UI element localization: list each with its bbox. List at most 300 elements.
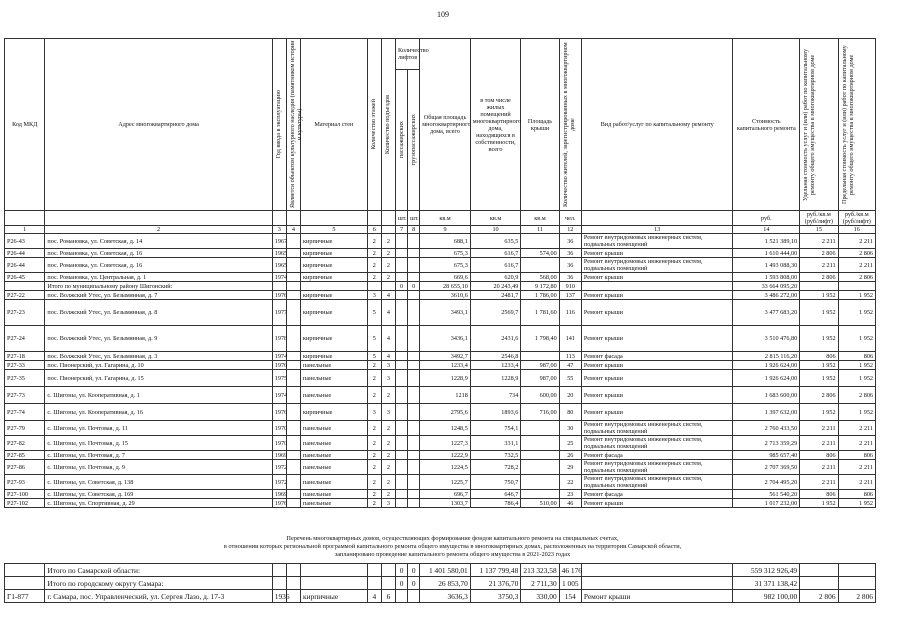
table-cell	[408, 326, 420, 352]
table-cell: 141	[559, 326, 581, 352]
cell-code: Р27-100	[5, 490, 45, 499]
table-row	[5, 451, 876, 460]
cell-code: Р27-102	[5, 499, 45, 508]
unit-people: чел.	[559, 211, 581, 226]
table-cell: 2 806	[800, 590, 838, 603]
table-cell: Ремонт крыши	[581, 326, 733, 352]
table-cell	[581, 282, 733, 291]
table-cell: 1218	[420, 387, 471, 404]
cell-code: Р26-43	[5, 234, 45, 249]
table-cell: 2	[381, 421, 395, 436]
table-cell: 2	[367, 258, 381, 273]
cell-code: Р26-44	[5, 258, 45, 273]
table-cell: 3493,1	[420, 300, 471, 326]
table-cell: кирпичные	[301, 352, 368, 361]
caption-line-1: Перечень многоквартирных домов, осуществляющих формирование фондов капитального ремонта на специальных счетах,	[286, 535, 619, 542]
table-cell	[521, 460, 559, 475]
column-number: 8	[408, 226, 420, 234]
table-cell: 1976	[272, 361, 286, 370]
table-cell: панельные	[301, 370, 368, 387]
table-cell: 1 593 808,00	[733, 273, 800, 282]
column-number: 7	[396, 226, 408, 234]
table-cell: 1 952	[838, 291, 875, 300]
header-year: Год ввода в эксплуатацию	[274, 90, 282, 159]
table-cell: 2	[367, 361, 381, 370]
table-cell: кирпичные	[301, 300, 368, 326]
table-cell	[286, 421, 300, 436]
table-cell: панельные	[301, 499, 368, 508]
table-cell: 2 211	[800, 475, 838, 490]
table-cell: 982 100,00	[733, 590, 800, 603]
table-cell: 80	[559, 404, 581, 421]
cell-code: Р27-86	[5, 460, 45, 475]
table-cell: 1974	[272, 352, 286, 361]
table-row	[5, 577, 876, 590]
table-cell: 28 655,10	[420, 282, 471, 291]
table-cell: 1227,3	[420, 436, 471, 451]
table-cell: кирпичные	[301, 234, 368, 249]
cell-code	[5, 282, 45, 291]
table-cell: панельные	[301, 460, 368, 475]
table-row	[5, 404, 876, 421]
table-cell: 806	[838, 451, 875, 460]
table-cell: 4	[381, 326, 395, 352]
table-cell: 786,4	[470, 499, 521, 508]
table-cell: 2	[367, 421, 381, 436]
table-cell: панельные	[301, 421, 368, 436]
table-cell: Ремонт внутридомовых инженерных систем, подвальных помещений	[581, 234, 733, 249]
table-row	[5, 273, 876, 282]
table-cell: 0	[396, 577, 408, 590]
table-row	[5, 490, 876, 499]
table-cell: 0	[396, 282, 408, 291]
table-cell: панельные	[301, 475, 368, 490]
table-cell	[396, 499, 408, 508]
table-cell: 116	[559, 300, 581, 326]
table-cell: 2	[381, 451, 395, 460]
cell-address: пос. Волжский Утес, ул. Безымянная, д. 7	[45, 291, 272, 300]
table-cell: 987,00	[521, 370, 559, 387]
table-cell: Ремонт фасада	[581, 451, 733, 460]
table-cell: 4	[381, 352, 395, 361]
table-cell: 688,1	[420, 234, 471, 249]
page-number: 109	[437, 10, 449, 19]
table-cell: 1225,7	[420, 475, 471, 490]
header-area-total: Общая площадь многоквартирного дома, всего	[420, 39, 471, 211]
table-cell: 1228,9	[420, 370, 471, 387]
table-cell: 1970	[272, 421, 286, 436]
table-cell	[272, 282, 286, 291]
table-cell: 154	[559, 590, 581, 603]
table-cell	[396, 451, 408, 460]
table-cell	[408, 451, 420, 460]
table-cell: 2	[367, 273, 381, 282]
table-cell: 2	[381, 258, 395, 273]
table-cell: Ремонт фасада	[581, 352, 733, 361]
table-cell: Ремонт крыши	[581, 499, 733, 508]
table-cell	[800, 564, 838, 577]
table-cell: 2 760 433,50	[733, 421, 800, 436]
table-cell: 3436,1	[420, 326, 471, 352]
table-cell: 2795,6	[420, 404, 471, 421]
table-cell: 2	[381, 387, 395, 404]
unit-sqm: кв.м	[470, 211, 521, 226]
table-cell: 1 952	[800, 326, 838, 352]
table-cell: 29	[559, 460, 581, 475]
column-number: 10	[470, 226, 521, 234]
cell-code: Р27-18	[5, 352, 45, 361]
table-cell: 55	[559, 370, 581, 387]
table-cell	[396, 490, 408, 499]
table-cell	[367, 564, 381, 577]
table-cell: 1 952	[800, 291, 838, 300]
table-cell: 1233,4	[470, 361, 521, 370]
table-cell: 1 952	[800, 300, 838, 326]
table-cell: 669,6	[420, 273, 471, 282]
table-cell: 696,7	[420, 490, 471, 499]
cell-address: Итого по муниципальному району Шигонский:	[45, 282, 272, 291]
table-cell: 2569,7	[470, 300, 521, 326]
table-cell: 9 172,80	[521, 282, 559, 291]
table-cell: Ремонт крыши	[581, 273, 733, 282]
cell-code: Р27-33	[5, 361, 45, 370]
table-cell: 1233,4	[420, 361, 471, 370]
table-cell	[408, 421, 420, 436]
cell-address: Итого по Самарской области:	[45, 564, 272, 577]
header-elevators: Количество лифтов	[396, 39, 420, 70]
table-cell: 806	[800, 352, 838, 361]
table-cell	[286, 460, 300, 475]
cell-address: с. Шигоны, ул. Советская, д. 169	[45, 490, 272, 499]
header-floors: Количество этажей	[369, 99, 377, 150]
table-cell: 36	[559, 258, 581, 273]
cell-code	[5, 564, 45, 577]
column-number: 1	[5, 226, 45, 234]
table-cell: 1 952	[800, 499, 838, 508]
table-cell: 2 211	[800, 436, 838, 451]
table-cell	[408, 273, 420, 282]
column-number: 6	[367, 226, 381, 234]
table-cell: 750,7	[470, 475, 521, 490]
table-cell: 2	[367, 370, 381, 387]
table-cell: 1967	[272, 234, 286, 249]
table-cell: Ремонт фасада	[581, 490, 733, 499]
table-row	[5, 564, 876, 577]
table-cell	[381, 282, 395, 291]
table-cell: 26 853,70	[420, 577, 471, 590]
table-row	[5, 291, 876, 300]
table-cell	[286, 234, 300, 249]
unit-sqm: кв.м	[420, 211, 471, 226]
table-cell: 0	[408, 564, 420, 577]
table-cell: панельные	[301, 451, 368, 460]
table-cell: 2 806	[800, 273, 838, 282]
table-cell: 1977	[272, 300, 286, 326]
table-cell: 2 211	[838, 421, 875, 436]
header-roof-area: Площадь крыши	[521, 39, 559, 211]
table-cell	[396, 300, 408, 326]
table-cell: 5	[367, 300, 381, 326]
table-cell: Ремонт внутридомовых инженерных систем, подвальных помещений	[581, 436, 733, 451]
table-cell: 1972	[272, 475, 286, 490]
header-area-owned: в том числе жилых помещений многоквартирного дома, находящихся в собственности, всего	[470, 39, 521, 211]
table-cell: 2	[367, 436, 381, 451]
table-cell: 2 211	[838, 475, 875, 490]
table-cell	[301, 564, 368, 577]
table-cell: 635,5	[470, 234, 521, 249]
header-residents: Количество жителей, зарегистрированных в многоквартирном доме	[561, 42, 576, 207]
table-cell: кирпичные	[301, 326, 368, 352]
table-cell	[521, 258, 559, 273]
table-cell	[286, 282, 300, 291]
table-cell	[286, 300, 300, 326]
table-cell: панельные	[301, 436, 368, 451]
table-cell: 36	[559, 249, 581, 258]
table-cell: 2 707 369,50	[733, 460, 800, 475]
table-cell: 2 806	[838, 590, 875, 603]
table-cell	[408, 352, 420, 361]
table-cell: 113	[559, 352, 581, 361]
table-cell: 2431,6	[470, 326, 521, 352]
caption-line-2: в отношении которых региональной программой капитального ремонта общего имущества в многоквартирных домах, расположенных на территории Самарской области,	[223, 543, 682, 550]
table-cell: Ремонт крыши	[581, 404, 733, 421]
table-cell	[396, 273, 408, 282]
table-cell: 2546,8	[470, 352, 521, 361]
table-cell: 2	[367, 234, 381, 249]
table-cell: 2 806	[838, 273, 875, 282]
table-cell	[301, 282, 368, 291]
table-cell: 728,2	[470, 460, 521, 475]
table-cell: панельные	[301, 387, 368, 404]
table-cell	[286, 352, 300, 361]
table-cell	[581, 564, 733, 577]
table-cell: 1936	[272, 590, 286, 603]
table-cell	[408, 370, 420, 387]
table-cell	[408, 490, 420, 499]
header-work-type: Вид работ/услуг по капитальному ремонту	[581, 39, 733, 211]
cell-code: Р27-85	[5, 451, 45, 460]
table-cell: 30	[559, 421, 581, 436]
cell-address: пос. Романовка, ул. Советская, д. 16	[45, 258, 272, 273]
table-cell: панельные	[301, 361, 368, 370]
table-cell	[286, 326, 300, 352]
table-cell: 1224,5	[420, 460, 471, 475]
table-cell: 1978	[272, 326, 286, 352]
table-cell	[272, 577, 286, 590]
table-cell: 3 510 476,80	[733, 326, 800, 352]
table-cell	[408, 387, 420, 404]
table-cell: 137	[559, 291, 581, 300]
header-code: Код МКД	[5, 39, 45, 211]
table-cell: 1 005	[559, 577, 581, 590]
table-cell: 25	[559, 436, 581, 451]
table-cell: 2	[367, 490, 381, 499]
table-cell	[396, 460, 408, 475]
table-cell: Ремонт крыши	[581, 300, 733, 326]
table-cell: 2	[381, 249, 395, 258]
table-row	[5, 499, 876, 508]
table-cell: 4	[381, 300, 395, 326]
cell-address: пос. Романовка, ул. Центральная, д. 1	[45, 273, 272, 282]
table-cell	[838, 564, 875, 577]
header-address: Адрес многоквартирного дома	[45, 39, 272, 211]
table-cell	[521, 436, 559, 451]
cell-code: Р27-93	[5, 475, 45, 490]
cell-address: пос. Пионерский, ул. Гагарина, д. 15	[45, 370, 272, 387]
table-cell	[396, 234, 408, 249]
table-cell: 1 493 088,30	[733, 258, 800, 273]
column-number: 3	[272, 226, 286, 234]
table-cell: 1 017 232,00	[733, 499, 800, 508]
table-cell: кирпичные	[301, 404, 368, 421]
table-cell: 2	[367, 475, 381, 490]
table-cell: Ремонт крыши	[581, 387, 733, 404]
table-cell: 616,7	[470, 249, 521, 258]
cell-address: с. Шигоны, ул. Советская, д. 138	[45, 475, 272, 490]
table-cell: 732,5	[470, 451, 521, 460]
header-limit-cost: Предельная стоимость услуг и (или) работ по капитальному ремонту общего имущества в многоквартирном доме	[840, 45, 855, 204]
table-cell: 1 137 799,48	[470, 564, 521, 577]
table-cell	[396, 258, 408, 273]
table-cell: Ремонт крыши	[581, 291, 733, 300]
unit-units: шт.	[396, 211, 408, 226]
table-cell	[286, 361, 300, 370]
table-cell: кирпичные	[301, 291, 368, 300]
table-cell: 5	[367, 326, 381, 352]
table-cell: 2	[381, 460, 395, 475]
table-cell: Ремонт внутридомовых инженерных систем, подвальных помещений	[581, 258, 733, 273]
table-cell: 2 211	[800, 258, 838, 273]
table-cell	[800, 282, 838, 291]
table-cell: кирпичные	[301, 590, 368, 603]
table-cell	[408, 234, 420, 249]
table-cell: 806	[838, 490, 875, 499]
table-cell: 2 211	[838, 460, 875, 475]
table-cell: 1975	[272, 370, 286, 387]
table-cell: 3	[381, 499, 395, 508]
table-cell	[381, 577, 395, 590]
column-number: 15	[800, 226, 838, 234]
table-cell: 620,9	[470, 273, 521, 282]
column-number: 5	[301, 226, 368, 234]
column-number: 9	[420, 226, 471, 234]
table-cell: 806	[800, 490, 838, 499]
table-cell: 5	[367, 352, 381, 361]
table-cell	[301, 577, 368, 590]
table-cell: 1228,9	[470, 370, 521, 387]
table-row	[5, 234, 876, 249]
cell-address: Итого по городскому округу Самара:	[45, 577, 272, 590]
table-cell	[286, 273, 300, 282]
column-number: 11	[521, 226, 559, 234]
column-number	[381, 226, 395, 234]
cell-code: Р27-82	[5, 436, 45, 451]
table-row	[5, 387, 876, 404]
table-cell	[396, 361, 408, 370]
table-cell: 3	[367, 404, 381, 421]
table-cell	[286, 499, 300, 508]
table-cell: 2 704 495,20	[733, 475, 800, 490]
cell-code: Р27-23	[5, 300, 45, 326]
table-cell	[408, 361, 420, 370]
table-cell: кирпичные	[301, 258, 368, 273]
table-row	[5, 352, 876, 361]
cell-code: Р26-44	[5, 249, 45, 258]
table-cell	[521, 490, 559, 499]
table-cell	[286, 258, 300, 273]
table-cell: 3	[381, 370, 395, 387]
header-cost: Стоимость капитального ремонта	[733, 39, 800, 211]
table-cell: панельные	[301, 490, 368, 499]
column-number: 2	[45, 226, 272, 234]
table-cell: Ремонт внутридомовых инженерных систем, подвальных помещений	[581, 460, 733, 475]
table-cell: 4	[367, 590, 381, 603]
table-row	[5, 361, 876, 370]
table-cell: 1 401 580,01	[420, 564, 471, 577]
cell-address: пос. Романовка, ул. Советская, д. 16	[45, 249, 272, 258]
table-cell	[408, 460, 420, 475]
cell-code: Р27-73	[5, 387, 45, 404]
table-cell: 1969	[272, 451, 286, 460]
table-cell: 1976	[272, 291, 286, 300]
table-cell: 1 952	[838, 300, 875, 326]
table-cell: 2	[367, 460, 381, 475]
column-number: 12	[559, 226, 581, 234]
header-walls: Материал стен	[301, 39, 368, 211]
table-cell	[367, 577, 381, 590]
header-heritage: Является объектом культурного наследия (памятником истории и культуры)	[288, 40, 303, 209]
table-cell: 2	[381, 475, 395, 490]
cell-address: с. Шигоны, ул. Почтовая, д. 7	[45, 451, 272, 460]
table-cell	[286, 387, 300, 404]
table-cell	[286, 490, 300, 499]
cell-address: с. Шигоны, ул. Кооперативная, д. 16	[45, 404, 272, 421]
table-cell	[396, 590, 408, 603]
table-cell: 561 540,20	[733, 490, 800, 499]
repair-program-table	[4, 38, 876, 508]
table-row	[5, 258, 876, 273]
table-cell: 1 798,40	[521, 326, 559, 352]
table-cell	[286, 436, 300, 451]
table-cell	[408, 404, 420, 421]
table-cell: 3 486 272,00	[733, 291, 800, 300]
table-cell: 1 521 389,10	[733, 234, 800, 249]
table-cell: 26	[559, 451, 581, 460]
table-cell: 1 610 444,00	[733, 249, 800, 258]
table-cell: 2 211	[800, 460, 838, 475]
table-cell: 0	[408, 577, 420, 590]
table-cell	[838, 577, 875, 590]
table-cell: 2	[381, 490, 395, 499]
table-cell: 1248,5	[420, 421, 471, 436]
table-cell	[521, 234, 559, 249]
table-cell	[286, 564, 300, 577]
table-cell	[396, 326, 408, 352]
table-row	[5, 370, 876, 387]
table-cell: 2	[367, 451, 381, 460]
table-cell	[286, 451, 300, 460]
table-cell: 31 371 138,42	[733, 577, 800, 590]
table-cell	[408, 300, 420, 326]
table-cell: 1303,7	[420, 499, 471, 508]
header-elev-cargo: грузопассажирских	[410, 114, 418, 166]
cell-address: пос. Волжский Утес, ул. Безымянная, д. 8	[45, 300, 272, 326]
table-cell	[408, 475, 420, 490]
table-row	[5, 590, 876, 603]
table-cell	[286, 404, 300, 421]
table-cell: 1 952	[838, 361, 875, 370]
table-cell: 2 211	[800, 421, 838, 436]
